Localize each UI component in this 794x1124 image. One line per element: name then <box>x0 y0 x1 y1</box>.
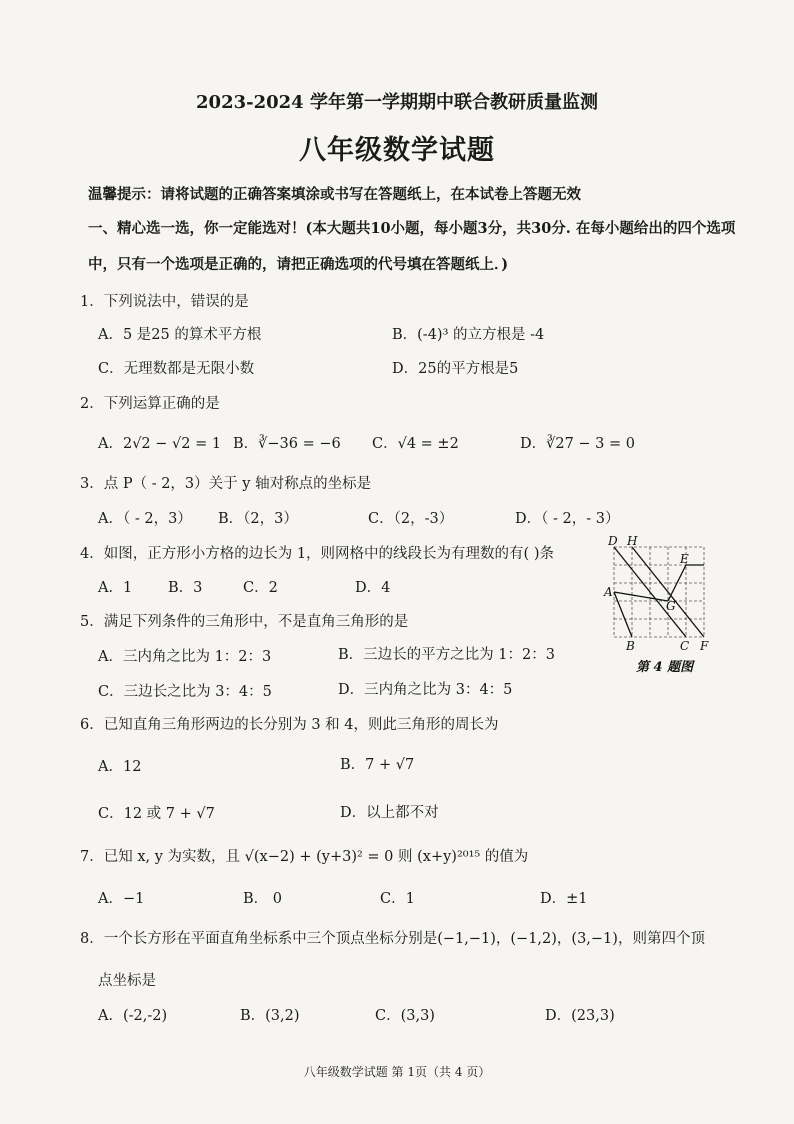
q1-option-d: D．25的平方根是5 <box>392 361 519 377</box>
q3-option-c: C．（2，-3） <box>368 511 454 527</box>
question-1-stem: 1．下列说法中，错误的是 <box>80 294 249 310</box>
page-footer: 八年级数学试题 第 1页（共 4 页） <box>303 1065 491 1079</box>
q7-option-d: D．±1 <box>540 891 588 907</box>
q6-option-b: B．7 + √7 <box>340 757 415 773</box>
q2-option-d: D．∛27 − 3 = 0 <box>520 436 636 452</box>
notice-text: 温馨提示：请将试题的正确答案填涂或书写在答题纸上，在本试卷上答题无效 <box>88 186 581 203</box>
question-6-stem: 6．已知直角三角形两边的长分别为 3 和 4，则此三角形的周长为 <box>80 717 499 733</box>
label-e: E <box>680 552 689 566</box>
q1-option-b: B．(-4)³ 的立方根是 -4 <box>392 327 545 343</box>
q5-option-b: B．三边长的平方之比为 1：2：3 <box>338 647 555 663</box>
label-b: B <box>626 639 635 653</box>
q5-option-d: D．三内角之比为 3：4：5 <box>338 682 513 698</box>
exam-subtitle: 八年级数学试题 <box>299 135 495 166</box>
section-1-heading-line1: 一、精心选一选，你一定能选对！(本大题共10小题，每小题3分，共30分. 在每小题给出的四个选项 <box>88 220 736 237</box>
question-4-stem: 4．如图，正方形小方格的边长为 1，则网格中的线段长为有理数的有( )条 <box>80 546 554 562</box>
question-3-stem: 3．点 P（ - 2，3）关于 y 轴对称点的坐标是 <box>80 476 372 492</box>
q2-option-a: A．2√2 − √2 = 1 <box>98 436 222 452</box>
q8-option-a: A．(-2,-2) <box>98 1008 168 1024</box>
segment-ag <box>614 592 668 601</box>
q2-option-c: C．√4 = ±2 <box>372 436 459 452</box>
q7-option-a: A．−1 <box>98 891 145 907</box>
label-c: C <box>680 639 690 653</box>
q6-option-a: A．12 <box>98 759 142 775</box>
q8-option-b: B．(3,2) <box>240 1008 300 1024</box>
q3-option-a: A．（ - 2，3） <box>98 511 192 527</box>
question-2-stem: 2．下列运算正确的是 <box>80 396 220 412</box>
grid-figure <box>600 535 715 675</box>
q5-option-c: C．三边长之比为 3：4：5 <box>98 684 272 700</box>
q8-option-d: D．(23,3) <box>545 1008 615 1024</box>
q2-option-b: B．∛−36 = −6 <box>233 436 341 452</box>
q6-option-d: D．以上都不对 <box>340 805 439 821</box>
q7-option-b: B． 0 <box>243 891 282 907</box>
q5-option-a: A．三内角之比为 1：2：3 <box>98 649 272 665</box>
question-8-stem-cont: 点坐标是 <box>98 973 156 989</box>
exam-title: 2023-2024 学年第一学期期中联合教研质量监测 <box>196 92 598 113</box>
label-d: D <box>608 535 618 548</box>
q6-option-c: C．12 或 7 + √7 <box>98 806 215 822</box>
label-f: F <box>700 639 709 653</box>
question-7-stem: 7．已知 x, y 为实数，且 √(x−2) + (y+3)² = 0 则 (x+y)²⁰¹⁵ 的值为 <box>80 849 529 865</box>
question-8-stem: 8．一个长方形在平面直角坐标系中三个顶点坐标分别是(−1,−1)，(−1,2)，(3,−1)，则第四个顶 <box>80 931 705 947</box>
q8-option-c: C．(3,3) <box>375 1008 435 1024</box>
label-a: A <box>604 585 613 599</box>
q1-option-c: C．无理数都是无限小数 <box>98 361 255 377</box>
q4-option-c: C．2 <box>243 580 278 596</box>
q4-option-a: A．1 <box>98 580 133 596</box>
segment-ab <box>614 592 632 637</box>
q7-option-c: C．1 <box>380 891 415 907</box>
question-5-stem: 5．满足下列条件的三角形中，不是直角三角形的是 <box>80 614 409 630</box>
figure-caption: 第 4 题图 <box>636 660 694 675</box>
section-1-heading-line2: 中，只有一个选项是正确的，请把正确选项的代号填在答题纸上．) <box>88 256 509 273</box>
q3-option-b: B．（2，3） <box>218 511 298 527</box>
q3-option-d: D．（ - 2，- 3） <box>515 511 620 527</box>
q1-option-a: A．5 是25 的算术平方根 <box>98 327 262 343</box>
q4-option-b: B．3 <box>168 580 203 596</box>
label-h: H <box>627 535 638 548</box>
q4-option-d: D．4 <box>355 580 391 596</box>
label-g: G <box>666 599 676 613</box>
